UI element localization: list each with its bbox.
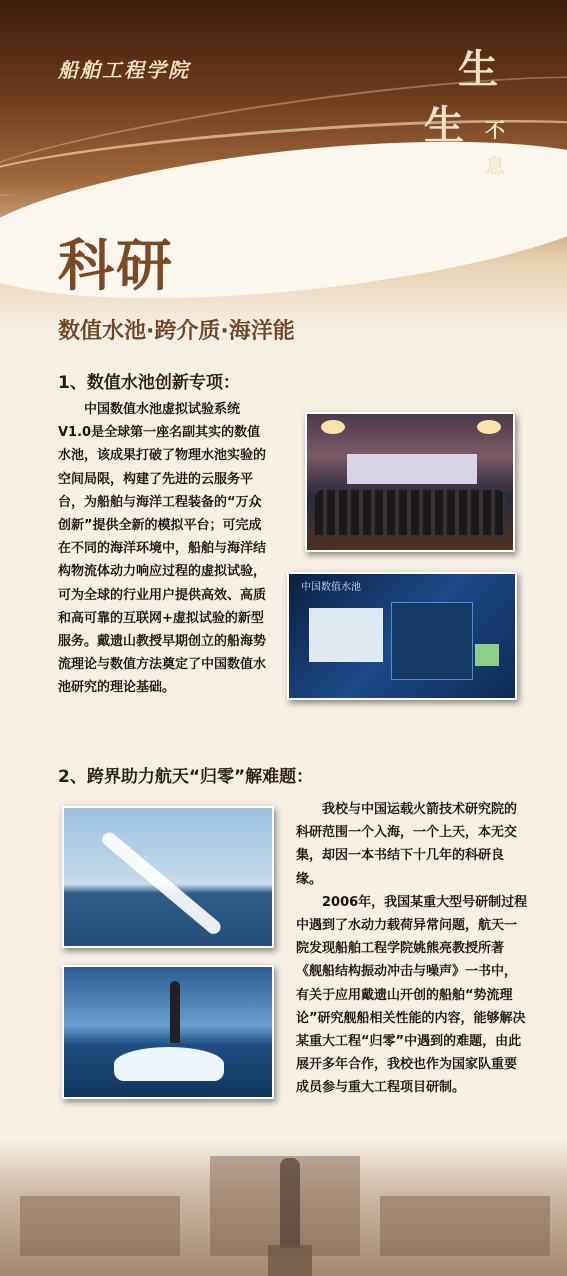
school-name: 船舶工程学院: [58, 58, 190, 82]
lamp-shape: [477, 420, 501, 434]
section2-paragraph: 2006年，我国某重大型号研制过程中遇到了水动力载荷异常问题，航天一院发现船舶工程学院姚熊亮教授所著《舰船结构振动冲击与噪声》一书中，有关于应用戴遗山开创的船舶“势流理论”研究舰船相关性能的内容，能够解决某重大工程“归零”中遇到的难题，由此展开多年合作，我校也作为国家队重要成员参与重大工程项目研制。: [296, 894, 528, 1096]
water-splash: [114, 1047, 224, 1081]
simulation-screen: [475, 644, 499, 666]
conference-photo: [305, 412, 515, 552]
page-title: 科研: [58, 233, 174, 299]
section1-body: [58, 398, 273, 700]
motto-char: 生: [458, 46, 498, 93]
numerical-tank-photo: [287, 572, 517, 700]
photo-caption: 中国数值水池: [301, 582, 361, 593]
section1-heading: 1、数值水池创新专项：: [58, 373, 240, 393]
building-wing: [380, 1196, 550, 1256]
page-subtitle: 数值水池·跨介质·海洋能: [58, 319, 295, 344]
motto-char: 不: [485, 118, 505, 142]
smoke-trail: [100, 830, 224, 937]
section2-heading: 2、跨界助力航天“归零”解难题：: [58, 767, 314, 787]
section1-paragraph: 中国数值水池虚拟试验系统V1.0是全球第一座名副其实的数值水池，该成果打破了物理水池实验的空间局限，构建了先进的云服务平台，为船舶与海洋工程装备的“万众创新”提供全新的模拟平台；可完成在不同的海洋环境中，船舶与海洋结构物流体动力响应过程的虚拟试验，可为全球的行业用户提供高效、高质和高可靠的互联网+虚拟试验的新型服务。戴遗山教授早期创立的船海势流理论与数值方法奠定了中国数值水池研究的理论基础。: [58, 402, 267, 696]
statue-pedestal: [268, 1245, 312, 1276]
statue: [280, 1158, 300, 1248]
motto-char: 息: [485, 154, 505, 178]
simulation-screen: [391, 602, 473, 680]
motto-char: 生: [424, 102, 464, 149]
section2-paragraph: 我校与中国运载火箭技术研究院的科研范围一个入海，一个上天，本无交集，却因一本书结下十几年的科研良缘。: [296, 802, 518, 887]
missile-launch-photo: [62, 806, 274, 948]
building-wing: [20, 1196, 180, 1256]
lamp-shape: [321, 420, 345, 434]
group-people: [315, 490, 505, 535]
section2-body: [296, 798, 528, 1100]
rocket-shape: [170, 981, 180, 1043]
rocket-launch-photo: [62, 965, 274, 1099]
conference-banner: [347, 454, 477, 484]
simulation-screen: [309, 608, 383, 662]
